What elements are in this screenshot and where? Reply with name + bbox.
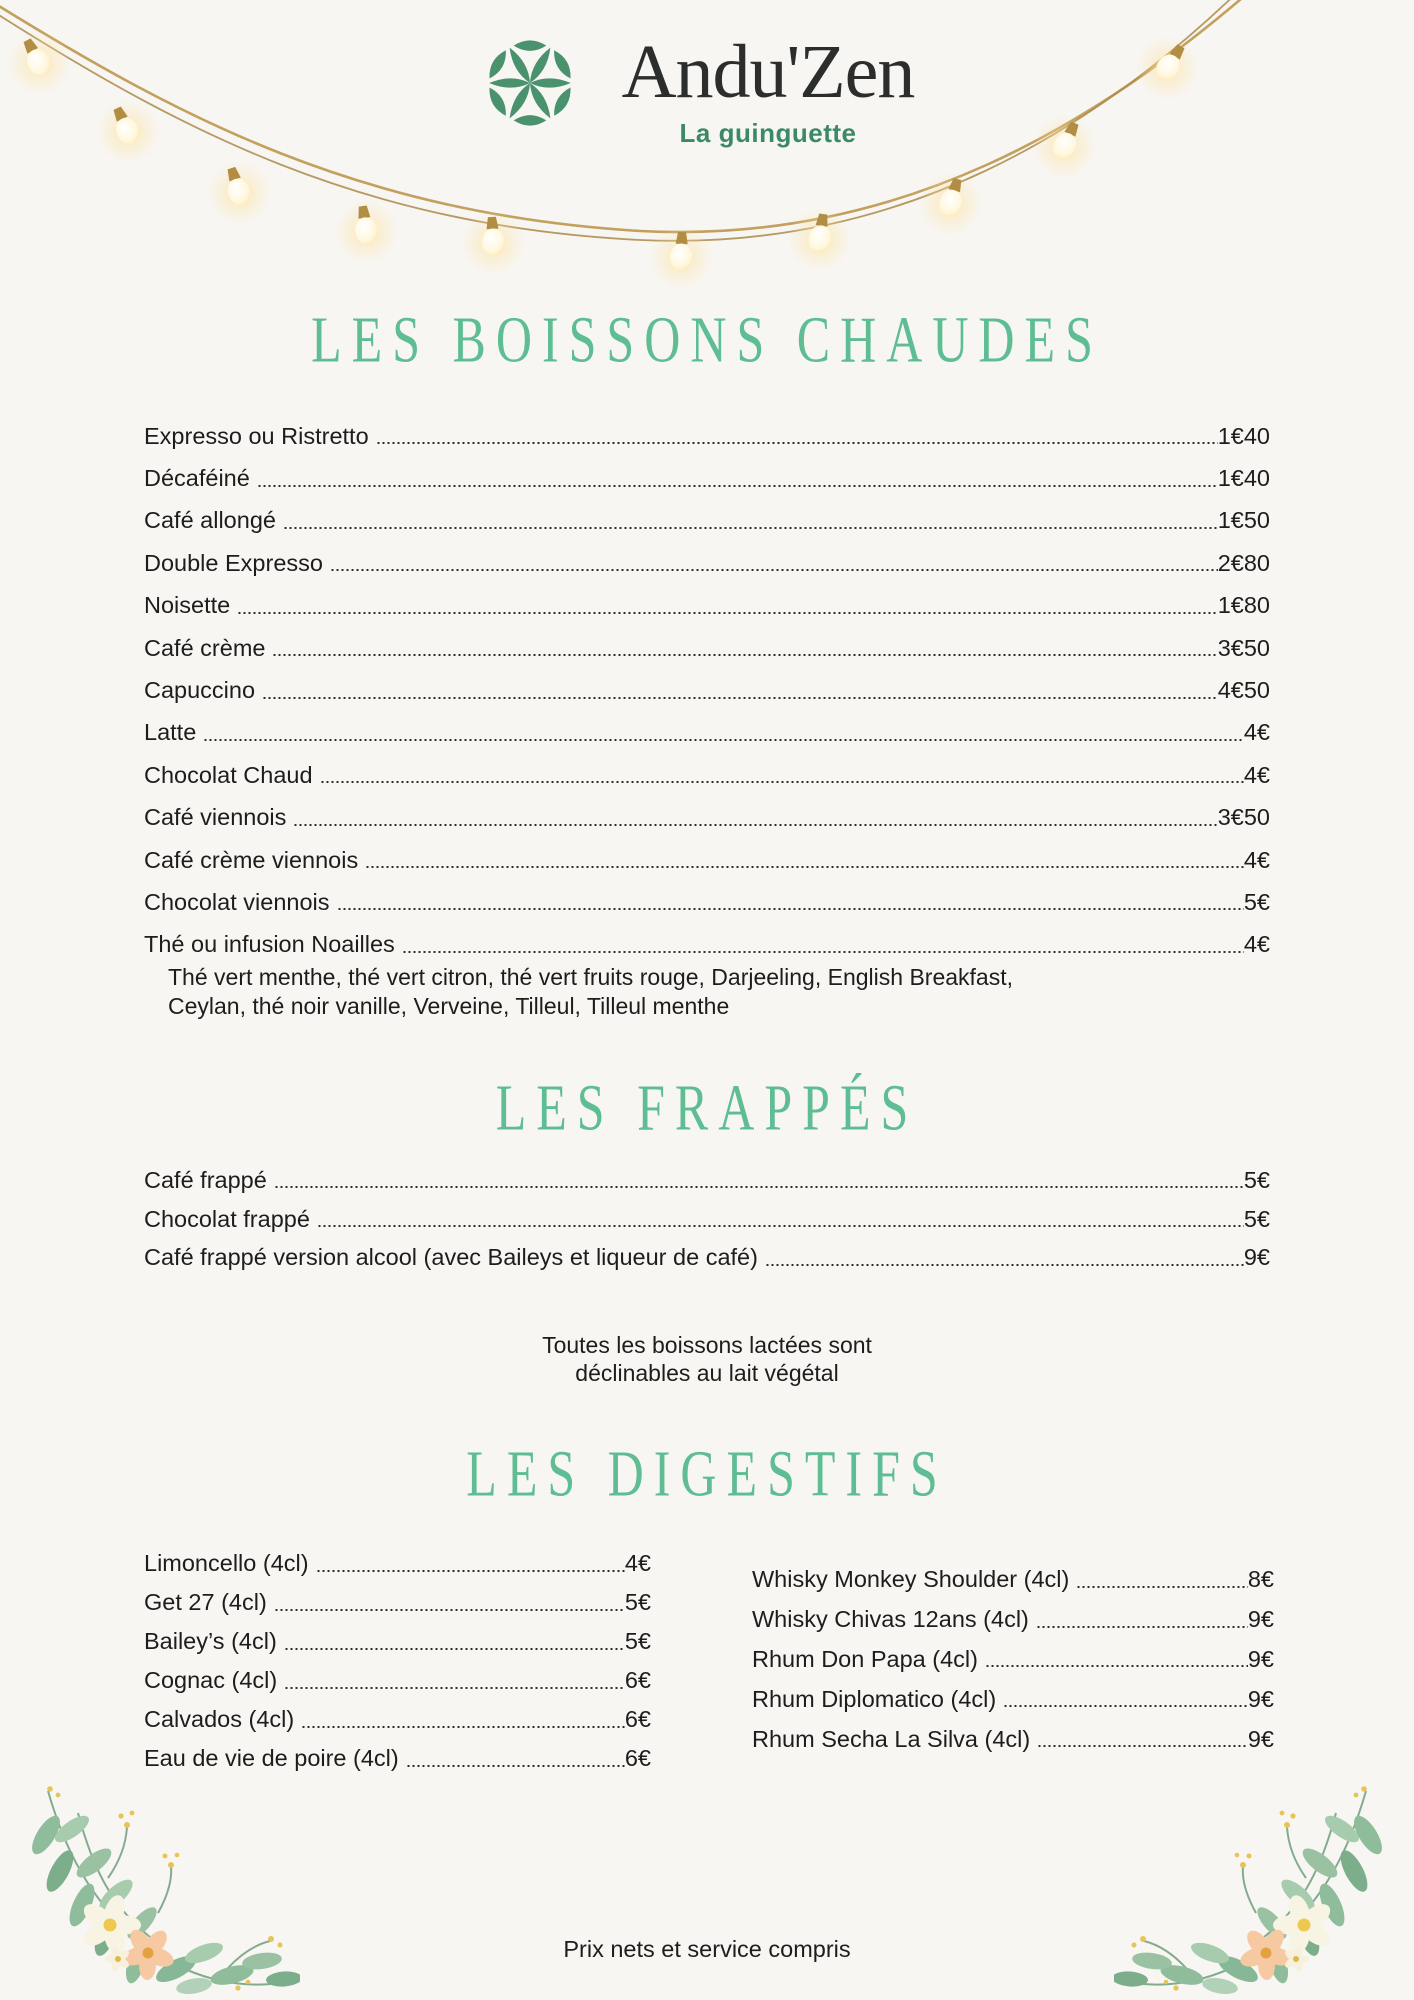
menu-item-label: Expresso ou Ristretto bbox=[144, 422, 369, 449]
menu-item-price: 5€ bbox=[1243, 1166, 1270, 1193]
dotted-leader-icon bbox=[283, 526, 1218, 530]
menu-item-row bbox=[144, 627, 1270, 669]
menu-item-label: Rhum Diplomatico (4cl) bbox=[752, 1685, 997, 1712]
menu-item-label: Cognac (4cl) bbox=[144, 1667, 278, 1693]
menu-item-row bbox=[144, 1238, 1270, 1277]
menu-item-row bbox=[144, 585, 1270, 627]
menu-item-price: 9€ bbox=[1247, 1685, 1274, 1712]
menu-item-label: Whisky Monkey Shoulder (4cl) bbox=[752, 1566, 1070, 1593]
menu-item-price: 1€40 bbox=[1217, 465, 1270, 492]
section-title-digestifs: LES DIGESTIFS bbox=[466, 1436, 948, 1510]
menu-item-price: 3€50 bbox=[1217, 634, 1270, 661]
menu-item-row bbox=[144, 415, 1270, 457]
menu-item-row bbox=[752, 1560, 1274, 1600]
menu-item-label: Bailey’s (4cl) bbox=[144, 1628, 277, 1654]
menu-item-row bbox=[144, 1661, 651, 1700]
dotted-leader-icon bbox=[301, 1725, 625, 1729]
menu-item-label: Noisette bbox=[144, 592, 231, 619]
footer-note: Prix nets et service compris bbox=[563, 1936, 851, 1962]
dotted-leader-icon bbox=[262, 696, 1218, 700]
menu-item-label: Café frappé bbox=[144, 1166, 267, 1193]
menu-item-row bbox=[144, 797, 1270, 839]
menu-item-row bbox=[144, 881, 1270, 923]
light-bulb-icon bbox=[330, 196, 402, 268]
menu-item-label: Café crème bbox=[144, 634, 266, 661]
milk-note-line2: déclinables au lait végétal bbox=[575, 1360, 839, 1386]
dotted-leader-icon bbox=[765, 1263, 1244, 1267]
light-bulb-icon bbox=[86, 89, 171, 174]
menu-item-label: Latte bbox=[144, 719, 197, 746]
menu-item-row bbox=[752, 1640, 1274, 1680]
menu-item-label: Café allongé bbox=[144, 507, 276, 534]
light-bulb-icon bbox=[460, 209, 527, 276]
menu-item-price: 4€50 bbox=[1217, 677, 1270, 704]
menu-item-label: Thé ou infusion Noailles bbox=[144, 931, 395, 958]
light-bulb-icon bbox=[1022, 105, 1106, 189]
menu-item-price: 5€ bbox=[624, 1589, 651, 1615]
menu-item-row bbox=[144, 924, 1270, 966]
menu-item-price: 6€ bbox=[624, 1706, 651, 1732]
menu-item-row bbox=[144, 1622, 651, 1661]
light-bulb-icon bbox=[199, 153, 280, 234]
dotted-leader-icon bbox=[406, 1764, 625, 1768]
floral-decoration-left-icon bbox=[8, 1783, 300, 1998]
rosette-rim-lens bbox=[514, 40, 547, 50]
menu-item-price: 9€ bbox=[1247, 1725, 1274, 1752]
light-bulb-icon bbox=[784, 204, 856, 276]
menu-item-price: 9€ bbox=[1247, 1606, 1274, 1633]
menu-item-price: 2€80 bbox=[1217, 549, 1270, 576]
section-title-boissons-chaudes: LES BOISSONS CHAUDES bbox=[311, 302, 1103, 376]
dotted-leader-icon bbox=[203, 738, 1244, 742]
menu-item-price: 4€ bbox=[1243, 719, 1270, 746]
rosette-rim-lens bbox=[485, 85, 510, 119]
floral-decoration-right-icon bbox=[1114, 1783, 1406, 1998]
menu-item-label: Chocolat frappé bbox=[144, 1205, 310, 1232]
menu-item-price: 3€50 bbox=[1217, 804, 1270, 831]
menu-item-row bbox=[752, 1679, 1274, 1719]
menu-item-row bbox=[752, 1719, 1274, 1759]
menu-item-row bbox=[144, 1700, 651, 1739]
menu-item-row bbox=[144, 669, 1270, 711]
menu-item-label: Calvados (4cl) bbox=[144, 1706, 295, 1732]
dotted-leader-icon bbox=[274, 1608, 625, 1612]
menu-item-row bbox=[144, 1161, 1270, 1200]
menu-item-label: Double Expresso bbox=[144, 549, 323, 576]
dotted-leader-icon bbox=[257, 484, 1218, 488]
menu-item-row bbox=[144, 1583, 651, 1622]
menu-item-price: 4€ bbox=[1243, 931, 1270, 958]
menu-item-row bbox=[144, 712, 1270, 754]
menu-item-price: 6€ bbox=[624, 1745, 651, 1771]
menu-item-price: 9€ bbox=[1243, 1244, 1270, 1271]
brand-name: Andu'Zen bbox=[621, 30, 915, 114]
menu-item-label: Café crème viennois bbox=[144, 846, 359, 873]
dotted-leader-icon bbox=[985, 1664, 1248, 1668]
menu-item-label: Chocolat viennois bbox=[144, 888, 330, 915]
dotted-leader-icon bbox=[402, 950, 1244, 954]
menu-item-row bbox=[144, 457, 1270, 499]
dotted-leader-icon bbox=[1076, 1585, 1248, 1589]
brand-tagline: La guinguette bbox=[679, 118, 857, 148]
tea-note-line1: Thé vert menthe, thé vert citron, thé vert fruits rouge, Darjeeling, English Breakfast, bbox=[168, 964, 1014, 990]
menu-list-digestifs-right bbox=[752, 1560, 1274, 1759]
menu-item-price: 9€ bbox=[1247, 1645, 1274, 1672]
dotted-leader-icon bbox=[316, 1569, 625, 1573]
light-bulb-icon bbox=[911, 164, 990, 243]
rosette-rim-lens bbox=[550, 48, 575, 82]
milk-note-line1: Toutes les boissons lactées sont bbox=[542, 1332, 872, 1358]
menu-item-label: Rhum Don Papa (4cl) bbox=[752, 1645, 978, 1672]
menu-item-label: Capuccino bbox=[144, 677, 256, 704]
section-title-frappes: LES FRAPPÉS bbox=[495, 1070, 919, 1144]
menu-list-boissons-chaudes bbox=[144, 415, 1270, 966]
dotted-leader-icon bbox=[376, 441, 1218, 445]
menu-item-label: Chocolat Chaud bbox=[144, 761, 313, 788]
menu-item-label: Rhum Secha La Silva (4cl) bbox=[752, 1725, 1031, 1752]
dotted-leader-icon bbox=[274, 1185, 1244, 1189]
dotted-leader-icon bbox=[330, 568, 1218, 572]
menu-item-price: 4€ bbox=[1243, 761, 1270, 788]
dotted-leader-icon bbox=[337, 907, 1244, 911]
menu-item-row bbox=[144, 1200, 1270, 1239]
menu-item-price: 6€ bbox=[624, 1667, 651, 1693]
menu-item-label: Décaféiné bbox=[144, 465, 250, 492]
dotted-leader-icon bbox=[272, 653, 1217, 657]
menu-item-price: 5€ bbox=[1243, 888, 1270, 915]
menu-item-label: Eau de vie de poire (4cl) bbox=[144, 1745, 399, 1771]
dotted-leader-icon bbox=[1037, 1744, 1248, 1748]
rosette-flower-icon bbox=[483, 34, 577, 132]
milk-note bbox=[0, 1331, 1414, 1387]
menu-item-price: 5€ bbox=[624, 1628, 651, 1654]
dotted-leader-icon bbox=[320, 780, 1244, 784]
rosette-petal bbox=[530, 78, 571, 87]
menu-item-label: Limoncello (4cl) bbox=[144, 1550, 309, 1576]
menu-item-row bbox=[144, 1739, 651, 1778]
menu-item-row bbox=[144, 754, 1270, 796]
menu-list-digestifs-left bbox=[144, 1544, 651, 1778]
menu-item-row bbox=[752, 1600, 1274, 1640]
light-bulb-icon bbox=[1123, 24, 1211, 112]
light-bulb-icon bbox=[648, 225, 714, 291]
menu-item-row bbox=[144, 1544, 651, 1583]
menu-item-label: Café viennois bbox=[144, 804, 287, 831]
menu-item-label: Café frappé version alcool (avec Baileys et liqueur de café) bbox=[144, 1244, 758, 1271]
rosette-petal bbox=[489, 78, 530, 87]
menu-item-price: 1€50 bbox=[1217, 507, 1270, 534]
menu-item-label: Whisky Chivas 12ans (4cl) bbox=[752, 1606, 1029, 1633]
menu-item-price: 1€80 bbox=[1217, 592, 1270, 619]
menu-list-frappes bbox=[144, 1161, 1270, 1277]
dotted-leader-icon bbox=[293, 823, 1217, 827]
dotted-leader-icon bbox=[284, 1686, 625, 1690]
menu-item-row bbox=[144, 542, 1270, 584]
menu-item-price: 4€ bbox=[1243, 846, 1270, 873]
rosette-rim-lens bbox=[514, 115, 547, 126]
menu-item-price: 5€ bbox=[1243, 1205, 1270, 1232]
dotted-leader-icon bbox=[365, 865, 1244, 869]
menu-item-price: 4€ bbox=[624, 1550, 651, 1576]
menu-item-price: 8€ bbox=[1247, 1566, 1274, 1593]
dotted-leader-icon bbox=[284, 1647, 625, 1651]
dotted-leader-icon bbox=[317, 1224, 1244, 1228]
rosette-rim-lens bbox=[550, 85, 575, 119]
dotted-leader-icon bbox=[1003, 1704, 1248, 1708]
dotted-leader-icon bbox=[237, 611, 1218, 615]
light-bulb-icon bbox=[0, 20, 83, 107]
menu-item-row bbox=[144, 500, 1270, 542]
tea-varieties-note bbox=[168, 963, 1288, 1021]
dotted-leader-icon bbox=[1036, 1625, 1248, 1629]
menu-item-label: Get 27 (4cl) bbox=[144, 1589, 267, 1615]
menu-item-row bbox=[144, 839, 1270, 881]
tea-note-line2: Ceylan, thé noir vanille, Verveine, Tilleul, Tilleul menthe bbox=[168, 993, 730, 1019]
rosette-rim-lens bbox=[485, 48, 510, 82]
menu-item-price: 1€40 bbox=[1217, 422, 1270, 449]
